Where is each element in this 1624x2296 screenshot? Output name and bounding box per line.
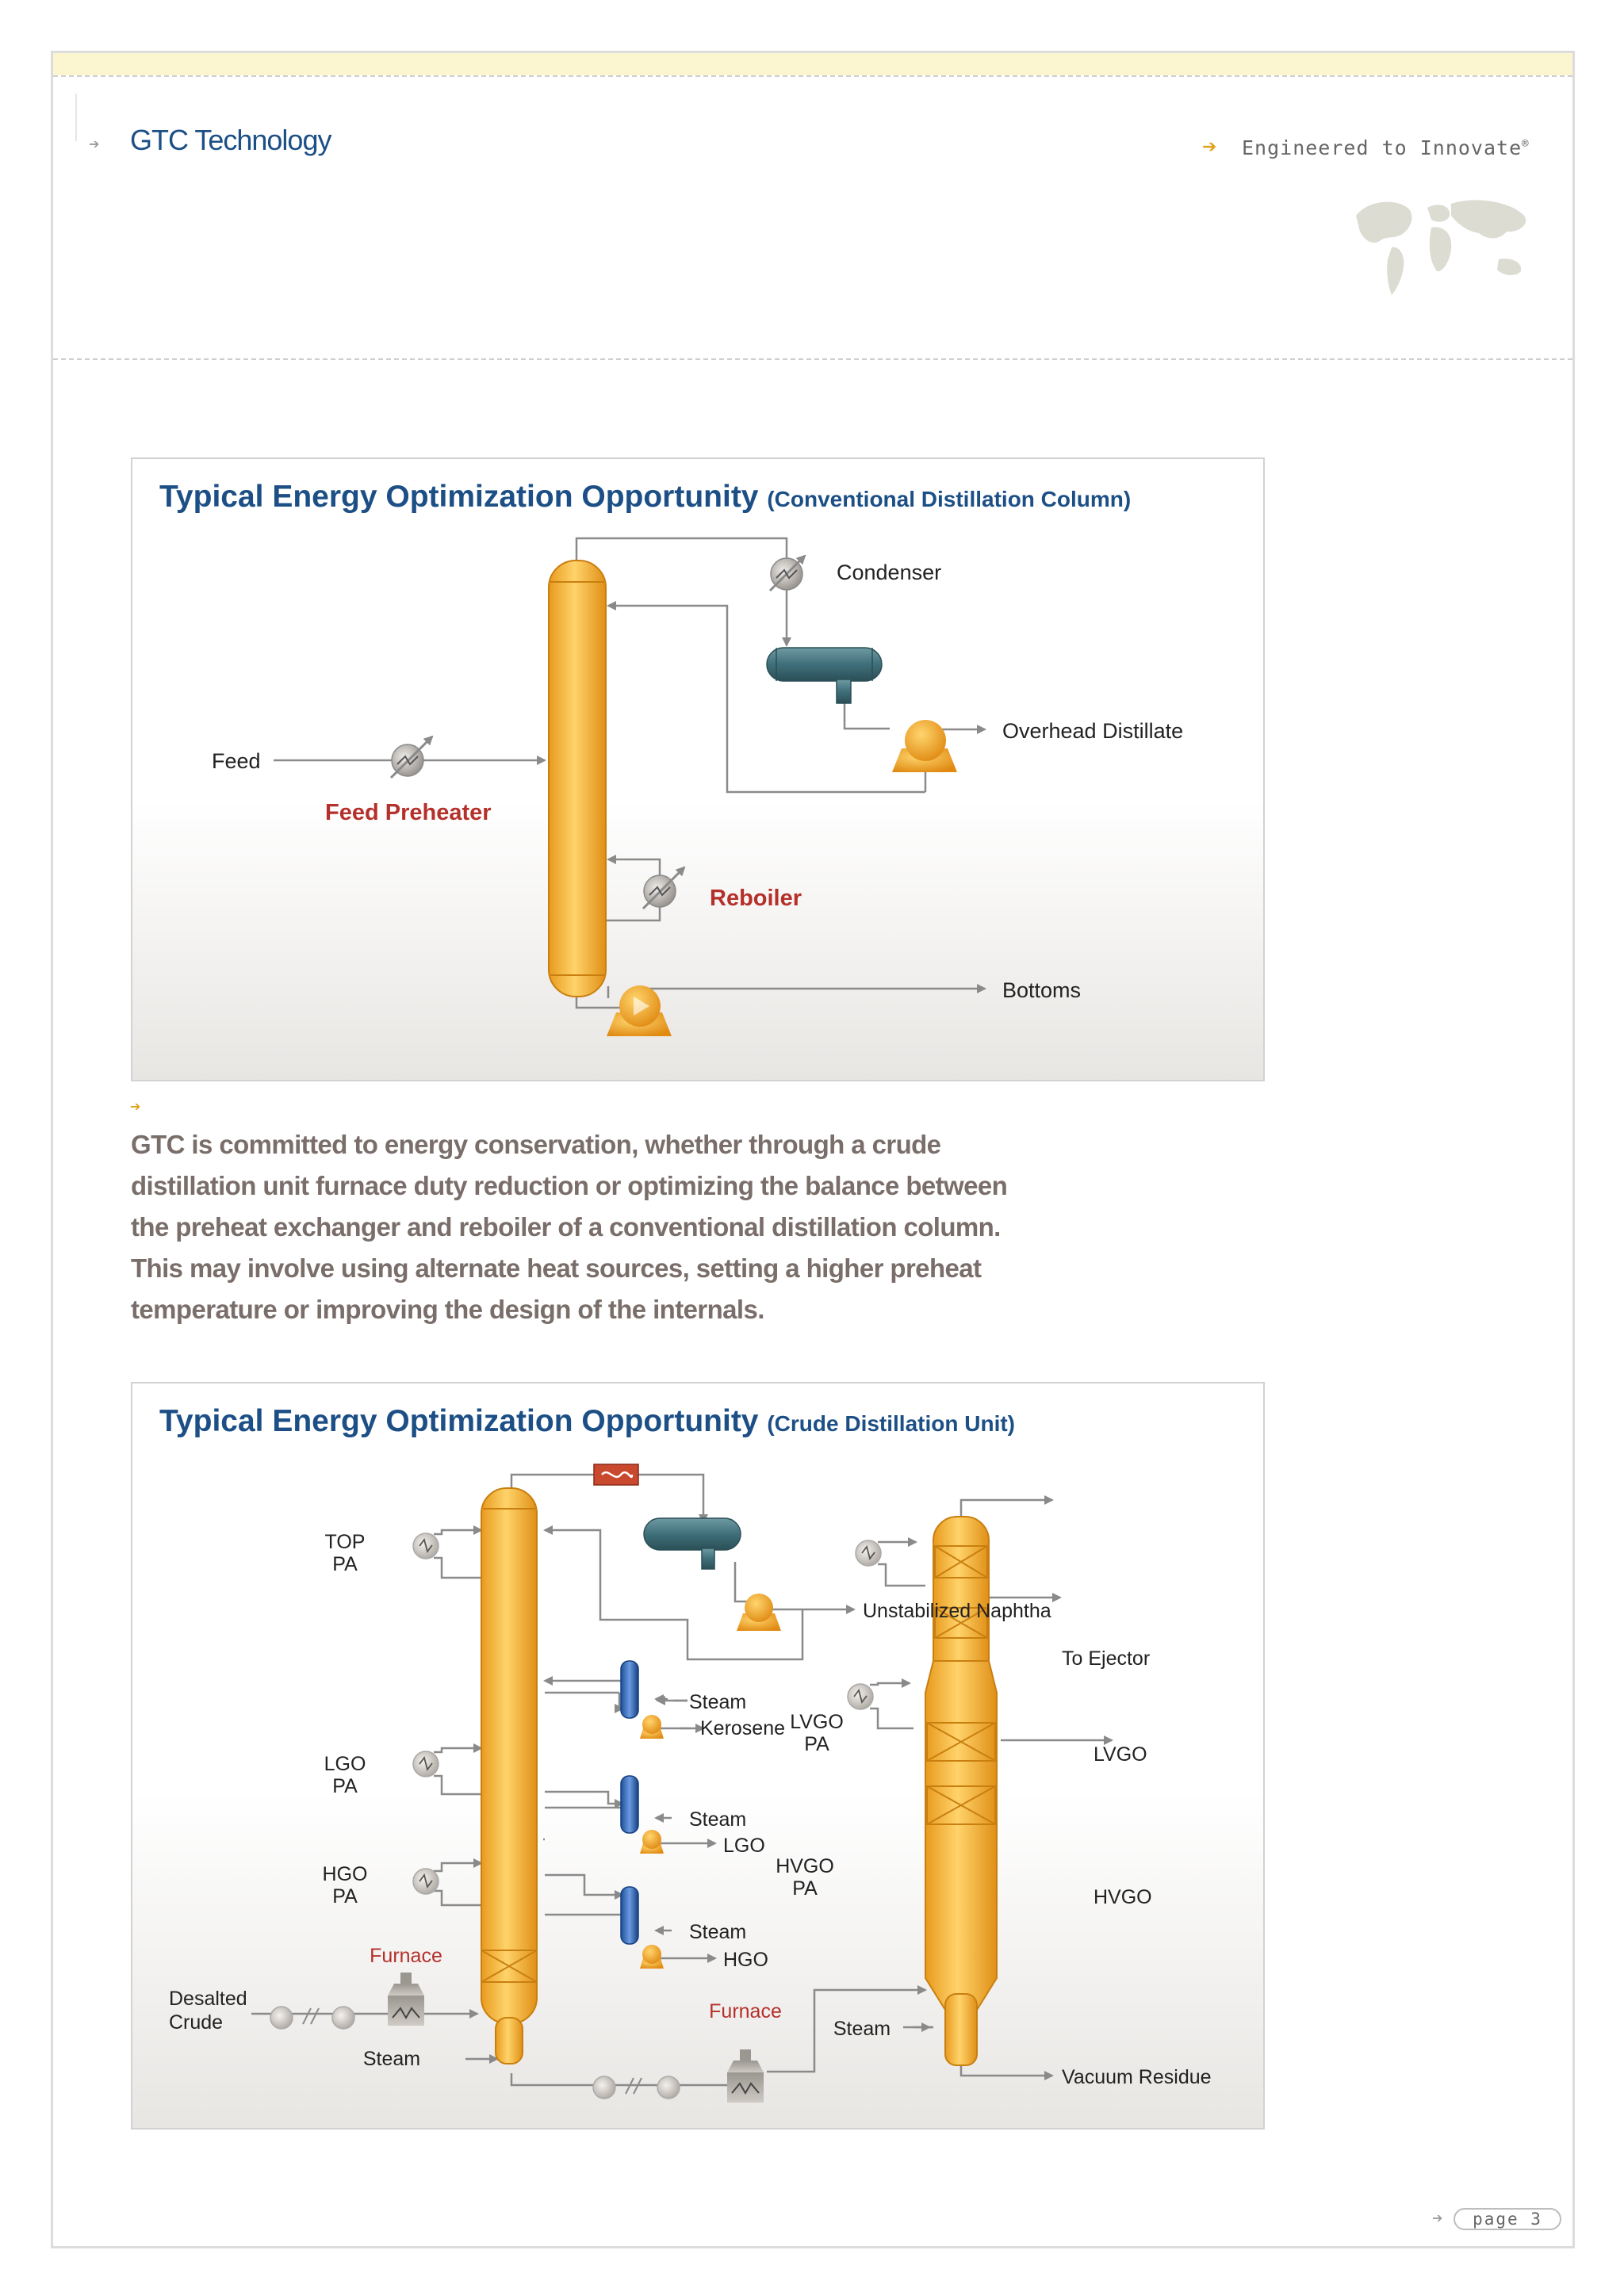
lvgo-label: LVGO — [1094, 1743, 1147, 1766]
header-accent-line — [75, 94, 77, 141]
residue-preheat-train-icon — [593, 2076, 680, 2099]
brand-arrow-icon: ➔ — [89, 138, 100, 151]
hgo-pa-label-line1: HGO — [322, 1863, 368, 1885]
lgo-pa-label-line2: PA — [332, 1775, 358, 1797]
reboiler-label: Reboiler — [710, 886, 802, 911]
hvgo-label: HVGO — [1094, 1886, 1152, 1908]
unstabilized-naphtha-label: Unstabilized Naphtha — [863, 1600, 1051, 1622]
lgo-pa-label-line1: LGO — [324, 1753, 366, 1775]
figure-conventional-column — [131, 457, 1265, 1081]
condenser-label: Condenser — [837, 561, 942, 584]
paragraph-arrow-icon: ➔ — [130, 1100, 141, 1114]
header-top-divider — [53, 75, 1572, 77]
figure1-diagram — [132, 459, 1263, 1080]
lvgo-pa-label-line2: PA — [804, 1733, 829, 1755]
lgo-pa-exchanger-icon — [413, 1751, 439, 1777]
distillation-column — [549, 561, 606, 997]
feed-preheater-icon — [391, 737, 432, 778]
steam-hgo-label: Steam — [689, 1921, 747, 1943]
steam-bottom-label: Steam — [362, 2048, 421, 2070]
hgo-pa-label-line2: PA — [332, 1885, 358, 1908]
tagline-arrow-icon: ➔ — [1202, 136, 1217, 156]
furnace-left-label: Furnace — [370, 1945, 442, 1967]
furnace-right-label: Furnace — [709, 2000, 782, 2022]
feed-preheater-label: Feed Preheater — [325, 800, 492, 825]
top-pa-label-line2: PA — [332, 1553, 358, 1575]
condenser-exchanger-icon — [770, 556, 805, 591]
overhead-pump-icon — [892, 720, 957, 772]
steam-lgo-label: Steam — [689, 1808, 747, 1831]
desalted-crude-label-line2: Crude — [169, 2011, 224, 2034]
steam-vacuum-label: Steam — [833, 2018, 891, 2040]
lvgo-pa-exchanger-icon — [856, 1540, 881, 1566]
bottoms-label: Bottoms — [1002, 978, 1082, 1002]
vacuum-furnace-icon — [727, 2049, 764, 2103]
hvgo-pa-label-line2: PA — [792, 1877, 818, 1900]
top-pa-exchanger-icon — [413, 1533, 439, 1559]
reboiler-icon — [643, 867, 684, 909]
kerosene-label: Kerosene — [700, 1717, 786, 1739]
page-number: page 3 — [1454, 2208, 1561, 2230]
figure2-diagram — [132, 1383, 1263, 2128]
top-pa-label-line1: TOP — [324, 1531, 366, 1553]
naphtha-pump-icon — [737, 1594, 781, 1631]
atmospheric-furnace-icon — [388, 1973, 424, 2026]
figure2-title: Typical Energy Optimization Opportunity (Crude Distillation Unit) — [159, 1404, 1015, 1438]
to-ejector-label: To Ejector — [1062, 1647, 1151, 1670]
bottoms-pump-icon — [607, 985, 672, 1036]
figure1-title: Typical Energy Optimization Opportunity (Conventional Distillation Column) — [159, 480, 1132, 514]
tagline: Engineered to Innovate® — [1242, 136, 1530, 159]
hgo-label: HGO — [723, 1949, 768, 1971]
hgo-pa-exchanger-icon — [413, 1869, 439, 1894]
header-bottom-divider — [53, 358, 1572, 360]
lgo-label: LGO — [723, 1835, 765, 1857]
air-cooler-icon — [594, 1464, 638, 1485]
crude-preheat-train-icon — [270, 2007, 354, 2029]
lvgo-pa-label-line1: LVGO — [790, 1711, 844, 1733]
vacuum-column — [925, 1517, 997, 2065]
steam-kerosene-label: Steam — [689, 1691, 747, 1713]
overhead-drum — [644, 1518, 741, 1569]
hvgo-pa-label-line1: HVGO — [776, 1855, 834, 1877]
body-paragraph: GTC is committed to energy conservation, whether through a crude distillation unit furnace duty reduction or optimizing the balance between the preheat exchanger and reboiler of a conventional distillation column. This may involve using alternate heat sources, setting a higher preheat temperature or improving the design of the internals. — [131, 1130, 1008, 1324]
reflux-drum — [767, 648, 882, 703]
page-arrow-icon: ➔ — [1432, 2212, 1443, 2225]
feed-label: Feed — [212, 749, 261, 773]
figure-crude-distillation-unit — [131, 1382, 1265, 2130]
desalted-crude-label-line1: Desalted — [169, 1988, 247, 2010]
brand-name: GTC Technology — [130, 124, 331, 156]
world-map-icon — [1348, 184, 1538, 303]
overhead-distillate-label: Overhead Distillate — [1002, 719, 1184, 743]
hgo-stripper — [621, 1887, 664, 1969]
atmospheric-column — [481, 1488, 537, 2064]
lgo-stripper — [621, 1776, 664, 1854]
hvgo-pa-exchanger-icon — [848, 1684, 873, 1709]
header-band — [53, 53, 1572, 75]
vacuum-residue-label: Vacuum Residue — [1062, 2066, 1212, 2088]
